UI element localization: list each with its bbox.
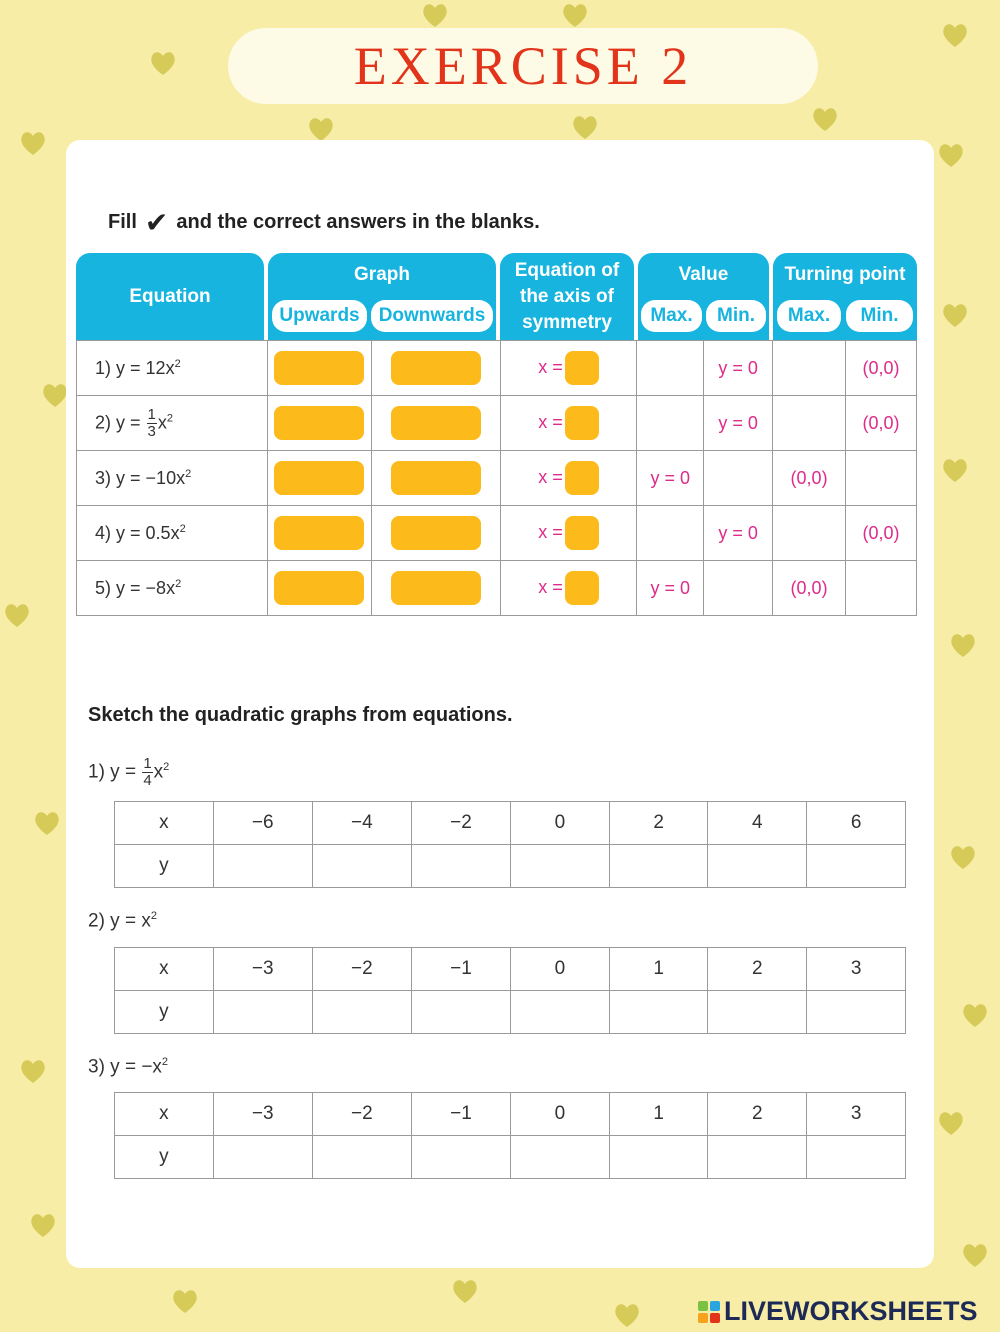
value-min-cell: [704, 451, 773, 506]
turning-point-min-cell: [846, 506, 917, 561]
xy-table: [114, 801, 906, 888]
value-max-cell: [637, 506, 704, 561]
heart-icon: [810, 104, 840, 134]
graph-question-label: [88, 756, 169, 789]
x-value-cell: 1: [609, 948, 708, 991]
x-value-cell: −6: [213, 802, 312, 845]
turning-point-min-cell-text: (0,0): [862, 522, 900, 543]
turning-point-max-cell-text: (0,0): [790, 467, 828, 488]
axis-answer-box[interactable]: [565, 351, 599, 385]
x-value-cell: 3: [807, 948, 906, 991]
equation-cell: [77, 451, 268, 506]
y-answer-cell[interactable]: [511, 1136, 610, 1179]
page-title: EXERCISE 2: [353, 36, 693, 96]
axis-label: x =: [538, 356, 563, 377]
turning-point-min-cell: [846, 451, 917, 506]
y-row: [115, 845, 906, 888]
equation-text: y = −10x: [116, 467, 186, 488]
turning-point-min-cell-text: (0,0): [862, 412, 900, 433]
x-value-cell: −2: [312, 1093, 411, 1136]
x-value-cell: −3: [213, 1093, 312, 1136]
turning-point-max-cell: [773, 451, 846, 506]
value-max-cell: [637, 396, 704, 451]
heart-icon: [18, 128, 48, 158]
downwards-answer-box[interactable]: [391, 516, 481, 550]
axis-label: x =: [538, 576, 563, 597]
turning-point-min-cell: [846, 561, 917, 616]
exponent: 2: [185, 467, 192, 480]
axis-cell: [500, 396, 637, 451]
y-header: y: [115, 845, 214, 888]
y-answer-cell[interactable]: [609, 845, 708, 888]
graph-question-label: [88, 1056, 168, 1078]
axis-answer-box[interactable]: [565, 571, 599, 605]
heart-icon: [32, 808, 62, 838]
value-min-cell-text: y = 0: [718, 412, 758, 433]
equation-cell: [77, 561, 268, 616]
x-value-cell: 0: [511, 802, 610, 845]
heart-icon: [560, 0, 590, 30]
x-value-cell: −2: [312, 948, 411, 991]
value-max-cell-text: y = 0: [650, 577, 691, 598]
y-answer-cell[interactable]: [213, 845, 312, 888]
header-downwards: Downwards: [371, 300, 493, 332]
x-value-cell: −2: [411, 802, 510, 845]
equation-cell: [77, 506, 268, 561]
equation-text: y =: [116, 411, 146, 432]
x-value-cell: 4: [708, 802, 807, 845]
y-answer-cell[interactable]: [708, 1136, 807, 1179]
x-row: [115, 948, 906, 991]
downwards-cell: [371, 396, 500, 451]
header-upwards: Upwards: [272, 300, 367, 332]
y-answer-cell[interactable]: [708, 845, 807, 888]
y-answer-cell[interactable]: [511, 991, 610, 1034]
instruction-1-post: and the correct answers in the blanks.: [176, 211, 540, 233]
row-number: 2): [95, 411, 112, 432]
y-answer-cell[interactable]: [213, 1136, 312, 1179]
instruction-1: [108, 206, 540, 239]
header-tp-min: Min.: [846, 300, 913, 332]
heart-icon: [948, 842, 978, 872]
downwards-answer-box[interactable]: [391, 461, 481, 495]
x-value-cell: −4: [312, 802, 411, 845]
value-min-cell: [704, 561, 773, 616]
section-2-title: Sketch the quadratic graphs from equations.: [88, 704, 513, 726]
x-value-cell: −1: [411, 1093, 510, 1136]
downwards-answer-box[interactable]: [391, 406, 481, 440]
turning-point-max-cell: [773, 396, 846, 451]
heart-icon: [940, 300, 970, 330]
x-value-cell: 2: [708, 948, 807, 991]
y-answer-cell[interactable]: [807, 1136, 906, 1179]
equation-text: y = 12x: [116, 357, 175, 378]
fraction-numerator: 1: [143, 755, 152, 772]
liveworksheets-brand: LIVEWORKSHEETS: [724, 1296, 978, 1326]
heart-icon: [570, 112, 600, 142]
value-max-cell-text: y = 0: [650, 467, 691, 488]
x-value-cell: 2: [708, 1093, 807, 1136]
value-min-cell-text: y = 0: [718, 522, 758, 543]
row-number: 3): [95, 467, 112, 488]
heart-icon: [936, 140, 966, 170]
y-answer-cell[interactable]: [708, 991, 807, 1034]
header-equation-label: Equation: [129, 285, 211, 307]
row-number: 1): [95, 357, 112, 378]
upwards-cell: [267, 396, 371, 451]
header-equation: [76, 253, 264, 340]
row-number: 5): [95, 577, 112, 598]
x-row: [115, 1093, 906, 1136]
heart-icon: [936, 1108, 966, 1138]
answers-table: [76, 340, 917, 616]
xy-table: [114, 947, 906, 1034]
axis-answer-box[interactable]: [565, 461, 599, 495]
exponent: 2: [179, 522, 186, 535]
table-row: [77, 396, 917, 451]
axis-label: x =: [538, 411, 563, 432]
xy-table: [114, 1092, 906, 1179]
turning-point-min-cell: [846, 396, 917, 451]
upwards-answer-box[interactable]: [274, 516, 364, 550]
x-row: [115, 802, 906, 845]
heart-icon: [948, 630, 978, 660]
y-answer-cell[interactable]: [411, 845, 510, 888]
liveworksheets-icon: [698, 1301, 720, 1323]
header-value-max: Max.: [641, 300, 702, 332]
upwards-cell: [267, 451, 371, 506]
value-min-cell-text: y = 0: [718, 357, 758, 378]
axis-answer-box[interactable]: [565, 406, 599, 440]
heart-icon: [28, 1210, 58, 1240]
header-tp-max: Max.: [777, 300, 841, 332]
exponent: 2: [150, 910, 157, 922]
turning-point-max-cell: [773, 506, 846, 561]
header-axis-line2: the axis of: [520, 285, 614, 307]
x-header: x: [115, 948, 214, 991]
upwards-answer-box[interactable]: [274, 406, 364, 440]
graph-label-text: 2) y = x: [88, 910, 151, 932]
turning-point-max-cell: [773, 341, 846, 396]
value-min-cell: [704, 341, 773, 396]
table-row: [77, 341, 917, 396]
y-answer-cell[interactable]: [807, 991, 906, 1034]
instruction-1-pre: Fill: [108, 211, 137, 233]
axis-label: x =: [538, 521, 563, 542]
axis-label: x =: [538, 466, 563, 487]
heart-icon: [2, 600, 32, 630]
header-value-label: Value: [678, 264, 729, 285]
y-answer-cell[interactable]: [213, 991, 312, 1034]
y-answer-cell[interactable]: [312, 991, 411, 1034]
turning-point-max-cell: [773, 561, 846, 616]
y-answer-cell[interactable]: [609, 1136, 708, 1179]
upwards-cell: [267, 561, 371, 616]
header-axis-line1: Equation of: [514, 259, 620, 281]
fraction-denominator: 4: [143, 772, 152, 789]
downwards-answer-box[interactable]: [391, 351, 481, 385]
x-header: x: [115, 802, 214, 845]
y-answer-cell[interactable]: [312, 845, 411, 888]
axis-cell: [500, 506, 637, 561]
equation-cell: [77, 341, 268, 396]
table-row: [77, 451, 917, 506]
heart-icon: [960, 1240, 990, 1270]
turning-point-min-cell: [846, 341, 917, 396]
y-header: y: [115, 991, 214, 1034]
exponent: 2: [174, 357, 181, 370]
x-header: x: [115, 1093, 214, 1136]
header-axis-of-symmetry: [500, 253, 634, 340]
graph-label-text: 3) y = −x: [88, 1056, 162, 1078]
exponent: 2: [163, 761, 170, 774]
header-value-min: Min.: [706, 300, 766, 332]
heart-icon: [940, 455, 970, 485]
table-row: [77, 506, 917, 561]
row-number: 4): [95, 522, 112, 543]
heart-icon: [960, 1000, 990, 1030]
graph-label-variable: x: [153, 761, 164, 783]
y-row: [115, 991, 906, 1034]
heart-icon: [612, 1300, 642, 1330]
graph-label-text: 1) y =: [88, 761, 142, 783]
fraction: [142, 756, 152, 789]
upwards-answer-box[interactable]: [274, 351, 364, 385]
equation-text: y = 0.5x: [116, 522, 180, 543]
turning-point-max-cell-text: (0,0): [790, 577, 828, 598]
header-turning-point-label: Turning point: [784, 264, 906, 285]
heart-icon: [148, 48, 178, 78]
x-value-cell: 3: [807, 1093, 906, 1136]
title-banner: [228, 28, 818, 104]
equation-variable: x: [157, 411, 167, 432]
x-value-cell: −1: [411, 948, 510, 991]
equation-text: y = −8x: [116, 577, 176, 598]
axis-cell: [500, 451, 637, 506]
downwards-cell: [371, 561, 500, 616]
downwards-answer-box[interactable]: [391, 571, 481, 605]
exponent: 2: [175, 577, 182, 590]
downwards-cell: [371, 451, 500, 506]
x-value-cell: 2: [609, 802, 708, 845]
downwards-cell: [371, 506, 500, 561]
value-min-cell: [704, 506, 773, 561]
graph-question-label: [88, 910, 157, 932]
turning-point-min-cell-text: (0,0): [862, 357, 900, 378]
y-answer-cell[interactable]: [807, 845, 906, 888]
y-answer-cell[interactable]: [312, 1136, 411, 1179]
fraction-denominator: 3: [147, 422, 156, 440]
axis-cell: [500, 341, 637, 396]
value-max-cell: [637, 561, 704, 616]
table-row: [77, 561, 917, 616]
y-header: y: [115, 1136, 214, 1179]
value-min-cell: [704, 396, 773, 451]
downwards-cell: [371, 341, 500, 396]
header-graph-label: Graph: [354, 264, 410, 285]
upwards-cell: [267, 341, 371, 396]
fraction: [147, 407, 157, 440]
header-axis-line3: symmetry: [522, 311, 612, 333]
value-max-cell: [637, 341, 704, 396]
x-value-cell: 1: [609, 1093, 708, 1136]
upwards-cell: [267, 506, 371, 561]
exponent: 2: [166, 411, 174, 424]
value-max-cell: [637, 451, 704, 506]
y-answer-cell[interactable]: [511, 845, 610, 888]
x-value-cell: 0: [511, 948, 610, 991]
checkmark-icon: ✔: [144, 207, 169, 238]
liveworksheets-logo: [698, 1296, 978, 1327]
heart-icon: [18, 1056, 48, 1086]
x-value-cell: 6: [807, 802, 906, 845]
heart-icon: [450, 1276, 480, 1306]
y-answer-cell[interactable]: [411, 991, 510, 1034]
x-value-cell: −3: [213, 948, 312, 991]
y-answer-cell[interactable]: [609, 991, 708, 1034]
heart-icon: [420, 0, 450, 30]
y-row: [115, 1136, 906, 1179]
x-value-cell: 0: [511, 1093, 610, 1136]
upwards-answer-box[interactable]: [274, 571, 364, 605]
axis-cell: [500, 561, 637, 616]
axis-answer-box[interactable]: [565, 516, 599, 550]
equation-cell: [77, 396, 268, 451]
y-answer-cell[interactable]: [411, 1136, 510, 1179]
fraction-numerator: 1: [147, 405, 156, 423]
heart-icon: [940, 20, 970, 50]
upwards-answer-box[interactable]: [274, 461, 364, 495]
exponent: 2: [161, 1056, 169, 1068]
heart-icon: [170, 1286, 200, 1316]
